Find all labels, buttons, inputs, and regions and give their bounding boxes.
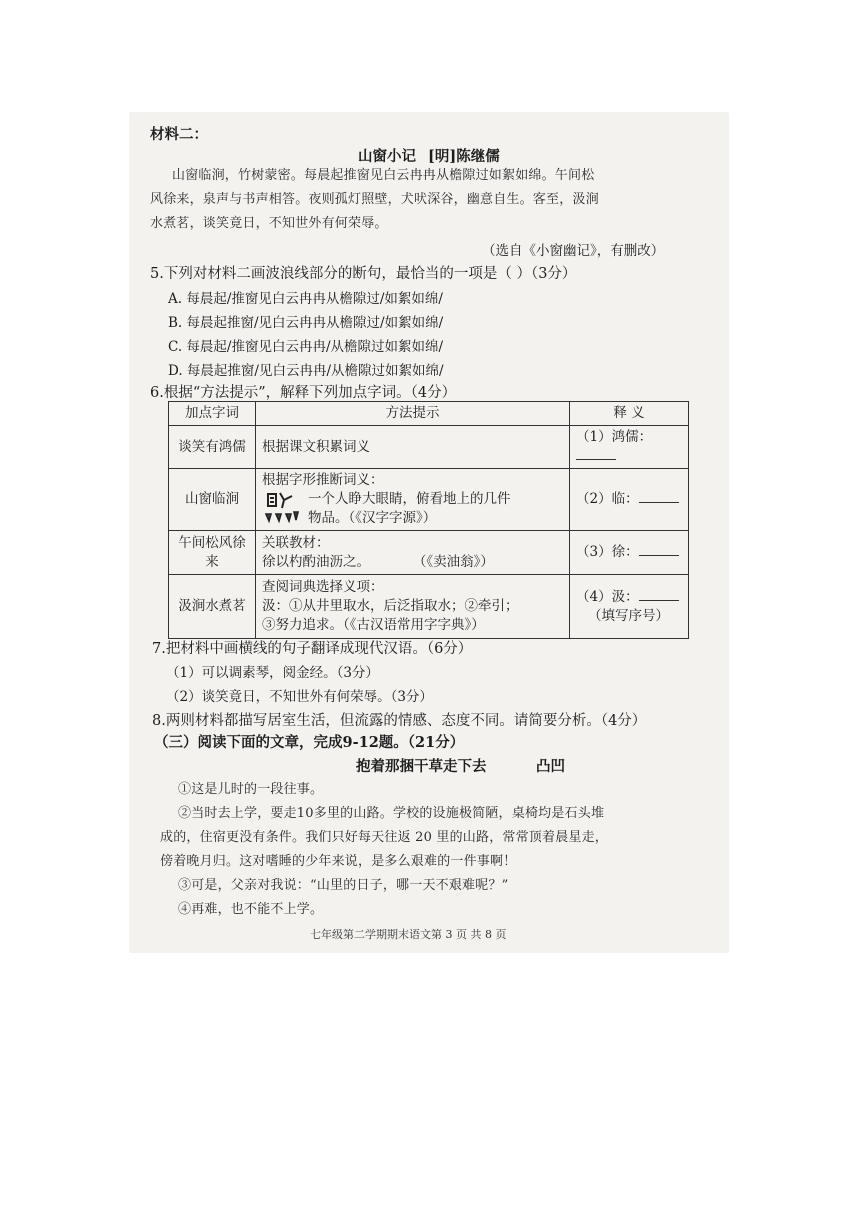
article-title: 抱着那捆干草走下去 — [356, 758, 487, 775]
article-paragraph-2-cont: 成的，住宿更没有条件。我们只好每天往返 20 里的山路，常常顶着晨星走， — [160, 830, 609, 845]
answer-cell: （3）徐： — [570, 531, 689, 575]
answer-cell: （2）临： — [570, 469, 689, 531]
q6-row-2 — [169, 469, 689, 531]
answer-blank — [639, 490, 679, 503]
answer-blank — [639, 588, 679, 601]
article-paragraph-2: ②当时去上学，要走10多里的山路。学校的设施极简陋，桌椅均是石头堆 — [178, 806, 605, 821]
answer-cell: （1）鸿儒： — [570, 426, 689, 469]
material-heading: 材料二： — [150, 126, 208, 143]
section3-heading: （三）阅读下面的文章，完成9-12题。（21分） — [154, 734, 465, 751]
poem-author: [明]陈继儒 — [428, 148, 500, 165]
answer-cell: （4）汲： （填写序号） — [570, 575, 689, 639]
q8-stem: 8.两则材料都描写居室生活，但流露的情感、态度不同。请简要分析。（4分） — [152, 713, 647, 729]
answer-blank — [576, 447, 616, 460]
q6-row-4 — [169, 575, 689, 639]
q6-table-header — [169, 402, 689, 426]
q6-row-1 — [169, 426, 689, 469]
page-footer: 七年级第二学期期末语文第 3 页 共 8 页 — [310, 928, 507, 941]
article-paragraph-3: ③可是，父亲对我说：“山里的日子，哪一天不艰难呢？” — [178, 878, 509, 893]
q5-option-d: D. 每晨起推窗/见白云冉冉/从檐隙过如絮如绵/ — [168, 363, 444, 379]
poem-line-1: 山窗临涧，竹树蒙密。每晨起推窗见白云冉冉从檐隙过如絮如绵。午间松 — [172, 168, 595, 183]
article-paragraph-4: ④再难，也不能不上学。 — [178, 902, 324, 917]
q7-item-2: （2）谈笑竟日，不知世外有何荣辱。（3分） — [166, 689, 433, 705]
word-cell: 午间松风徐来 — [169, 531, 256, 575]
poem-title: 山窗小记 — [358, 148, 416, 165]
hint-cell: 关联教材： 徐以杓酌油沥之。 （《卖油翁》） — [256, 531, 570, 575]
q5-option-b: B. 每晨起推窗/见白云冉冉从檐隙过/如絮如绵/ — [168, 315, 444, 331]
q5-option-c: C. 每晨起/推窗见白云冉冉/从檐隙过如絮如绵/ — [168, 339, 444, 355]
word-cell: 谈笑有鸿儒 — [169, 426, 256, 469]
hint-cell: 根据课文积累词义 — [256, 426, 570, 469]
article-author: 凸凹 — [536, 758, 565, 775]
q5-stem: 5.下列对材料二画波浪线部分的断句，最恰当的一项是（ ）（3分） — [150, 266, 577, 282]
q6-table — [168, 401, 689, 639]
q6-row-3 — [169, 531, 689, 575]
q5-option-a: A. 每晨起/推窗见白云冉冉从檐隙过/如絮如绵/ — [168, 291, 443, 307]
oracle-bone-lin-glyph-icon — [262, 490, 302, 524]
hint-cell: 根据字形推断词义： 一个人睁大眼睛，俯看地上的几件 物品。（《汉字字源》） — [256, 469, 570, 531]
answer-blank — [639, 543, 679, 556]
word-cell: 汲涧水煮茗 — [169, 575, 256, 639]
header-hint: 方法提示 — [256, 402, 570, 426]
article-paragraph-2-end: 傍着晚月归。这对嗜睡的少年来说，是多么艰难的一件事啊！ — [160, 854, 517, 869]
q7-item-1: （1）可以调素琴，阅金经。（3分） — [166, 665, 379, 681]
poem-line-2: 风徐来，泉声与书声相答。夜则孤灯照壁，犬吠深谷，幽意自生。客至，汲涧 — [150, 192, 599, 207]
poem-line-3: 水煮茗，谈笑竟日，不知世外有何荣辱。 — [150, 216, 388, 231]
header-meaning: 释 义 — [570, 402, 689, 426]
exam-page-photo — [130, 113, 728, 952]
q7-stem: 7.把材料中画横线的句子翻译成现代汉语。（6分） — [152, 641, 473, 657]
hint-cell: 查阅词典选择义项： 汲：①从井里取水，后泛指取水；②牵引； ③努力追求。（《古汉语常用字字典》） — [256, 575, 570, 639]
q6-stem: 6.根据“方法提示”，解释下列加点字词。（4分） — [150, 385, 457, 401]
poem-source: （选自《小窗幽记》，有删改） — [482, 243, 665, 259]
word-cell: 山窗临涧 — [169, 469, 256, 531]
article-paragraph-1: ①这是儿时的一段往事。 — [178, 782, 324, 797]
header-word: 加点字词 — [169, 402, 256, 426]
